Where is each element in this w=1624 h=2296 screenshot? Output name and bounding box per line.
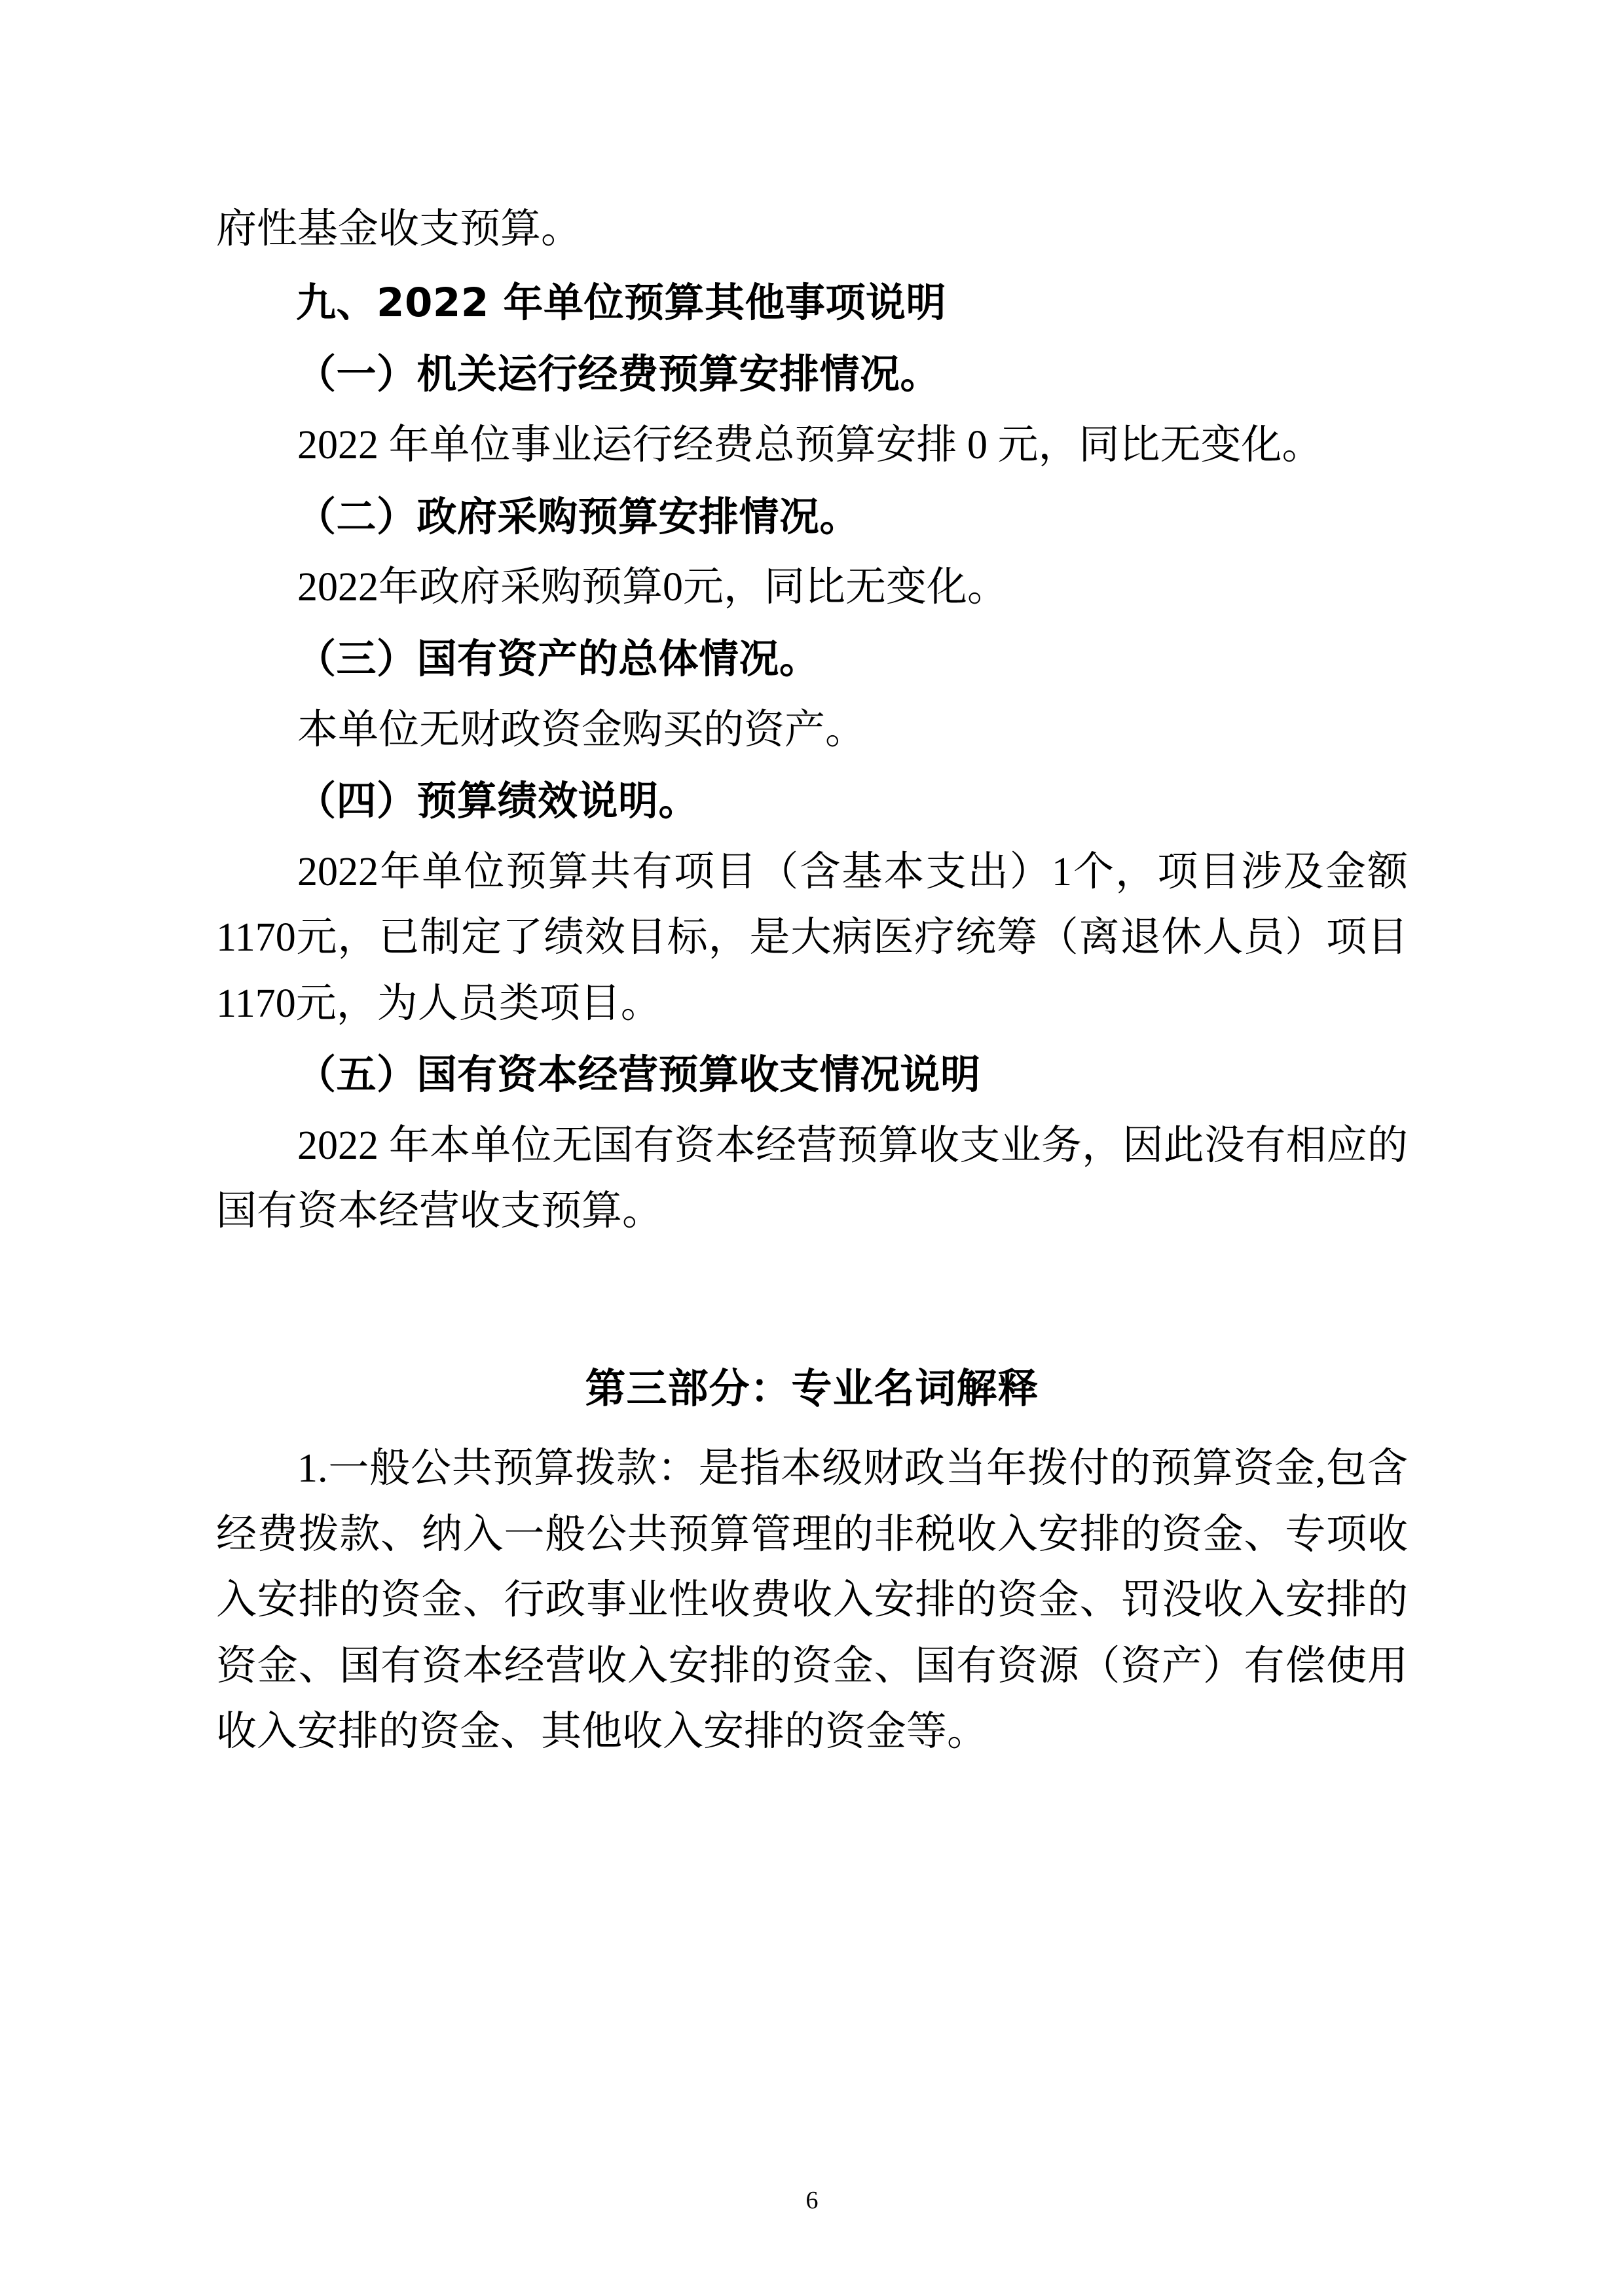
paragraph-body-three: 本单位无财政资金购买的资产。 xyxy=(297,707,866,752)
document-body xyxy=(216,196,1408,1764)
paragraph-body-five: 2022 年本单位无国有资本经营预算收支业务，因此没有相应的国有资本经营收支预算。 xyxy=(216,1123,1408,1234)
paragraph-body-one: 2022 年单位事业运行经费总预算安排 0 元，同比无变化。 xyxy=(297,423,1323,468)
section-spacer xyxy=(216,1246,1408,1288)
paragraph-continued-line: 府性基金收支预算。 xyxy=(216,207,582,251)
subheading-two: （二）政府采购预算安排情况。 xyxy=(296,493,860,540)
page-number: 6 xyxy=(805,2187,819,2214)
subheading-four: （四）预算绩效说明。 xyxy=(296,778,699,824)
paragraph-body-four: 2022年单位预算共有项目（含基本支出）1个，项目涉及金额1170元，已制定了绩效目标，是大病医疗统筹（离退休人员）项目1170元，为人员类项目。 xyxy=(216,849,1408,1026)
subheading-five: （五）国有资本经营预算收支情况说明 xyxy=(296,1051,981,1099)
subheading-three: （三）国有资产的总体情况。 xyxy=(296,635,820,682)
section-nine-heading: 九、2022 年单位预算其他事项说明 xyxy=(296,280,947,327)
term-definition-one: 1.一般公共预算拨款：是指本级财政当年拨付的预算资金,包含经费拨款、纳入一般公共预算管理的非税收入安排的资金、专项收入安排的资金、行政事业性收费收入安排的资金、罚没收入安排的资金、国有资本经营收入安排的资金、国有资源（资产）有偿使用收入安排的资金、其他收入安排的资金等。 xyxy=(216,1446,1408,1754)
subheading-one: （一）机关运行经费预算安排情况。 xyxy=(296,351,941,398)
paragraph-body-two: 2022年政府采购预算0元，同比无变化。 xyxy=(297,565,1008,610)
part-three-title: 第三部分：专业名词解释 xyxy=(585,1364,1039,1412)
